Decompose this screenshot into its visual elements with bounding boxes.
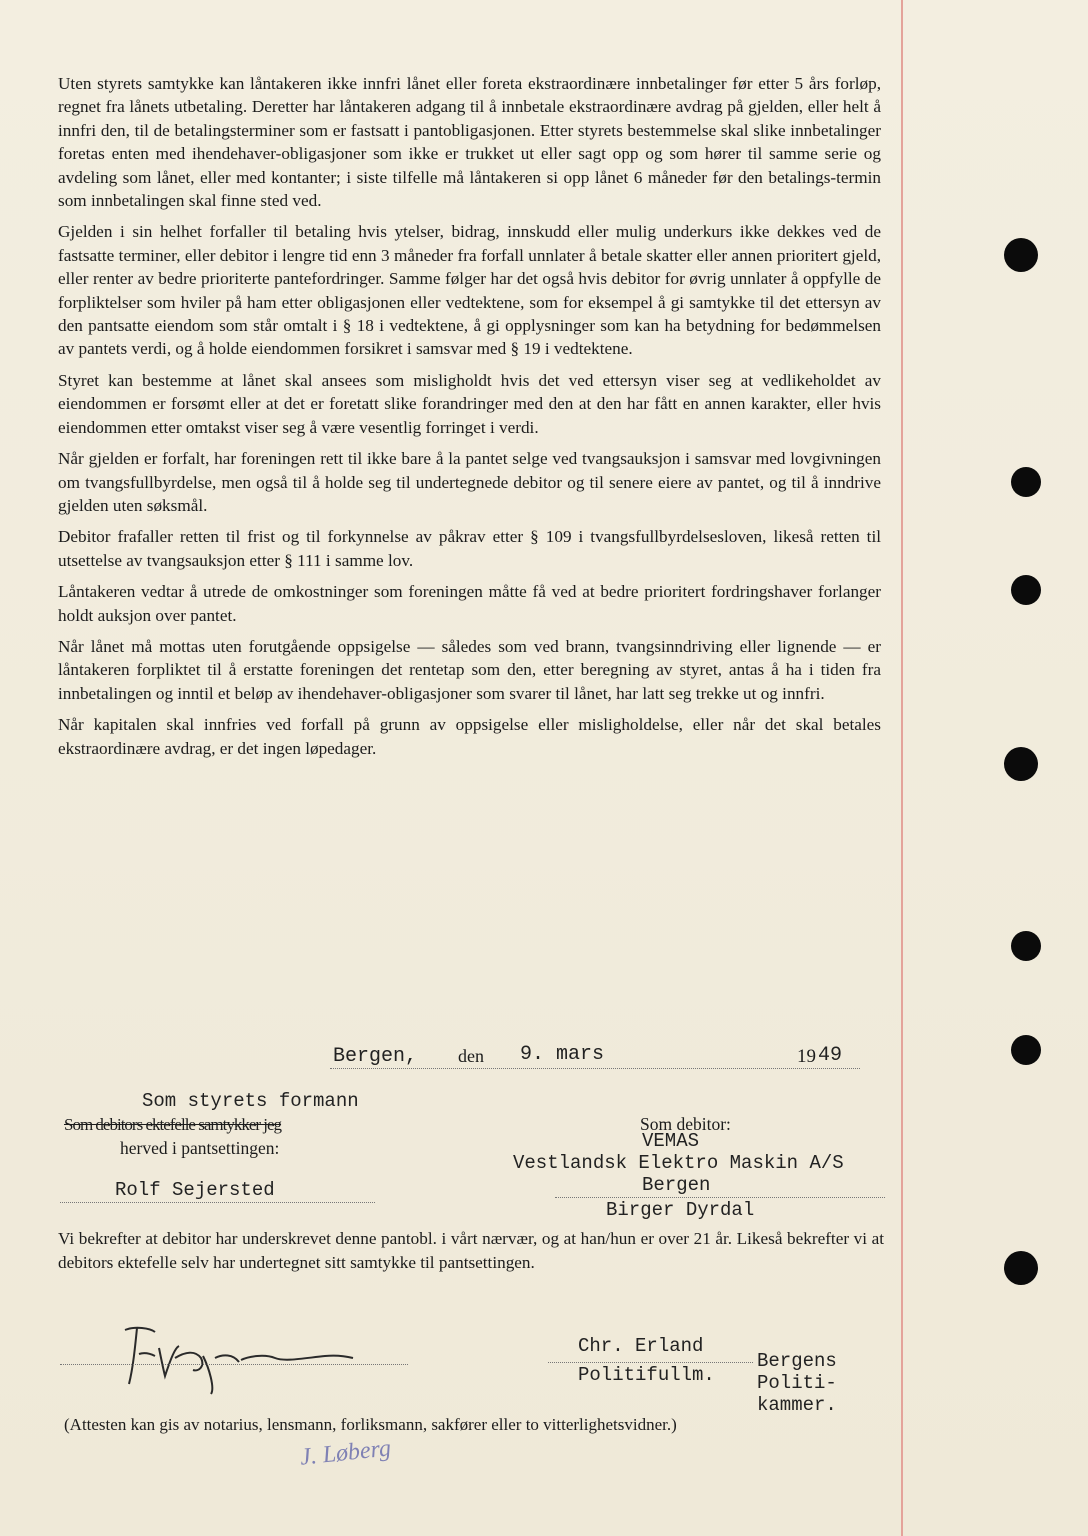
witness-line-left — [60, 1364, 408, 1365]
company-short: VEMAS — [642, 1130, 700, 1152]
paragraph: Når lånet må mottas uten forutgående oppsigelse — således som ved brann, tvangsinndriving eller lignende — er låntakeren forpliktet til å erstatte foreningen det rentetap som den, etter beregning av styret, antas å ha i tiden fra innbetalingen og inntil et beløp av ihendehaver-obligasjoner som svarer til lånet, har latt seg trekke ut og innfri. — [58, 636, 881, 703]
debtor-name: Birger Dyrdal — [606, 1199, 755, 1221]
office-line-1: Bergens — [757, 1350, 837, 1372]
paragraph: Styret kan bestemme at lånet skal ansees som misligholdt hvis det ved ettersyn viser seg at vedlikeholdet av eiendommen er forsømt eller at det er foretatt slike forandringer med den at den har fått en annen karakter, eller hvis eiendommen etter omtakst viser seg å være vesentlig forringet i verdi. — [58, 370, 881, 437]
paragraph: Debitor frafaller retten til frist og til forkynnelse av påkrav etter § 109 i tvangsfullbyrdelsesloven, likeså retten til utsettelse av tvangsauksjon etter § 111 i samme lov. — [58, 527, 881, 570]
company-city: Bergen — [642, 1174, 711, 1196]
binder-hole — [1011, 1035, 1041, 1065]
right-signature-line — [555, 1197, 885, 1198]
chairman-name: Rolf Sejersted — [115, 1179, 275, 1201]
den-label: den — [458, 1046, 484, 1066]
paragraph: Låntakeren vedtar å utrede de omkostninger som foreningen måtte få ved at bedre prioritert fordringshaver forlanger holdt auksjon over pantet. — [58, 582, 881, 625]
binder-hole — [1004, 1251, 1038, 1285]
paragraph: Gjelden i sin helhet forfaller til betaling hvis ytelser, bidrag, innskudd eller mulig underkurs ikke dekkes ved de fastsatte terminer, eller debitor i lengre tid enn 3 måneder fra forfall unnlater å betale skatter eller annen prioritert gjeld, eller renter av bedre prioriterte pantefordringer. Samme følger har det også hvis debitor for øvrig unnlater å oppfylle de forpliktelser som hviler på ham etter obligasjonen eller vedtektene, som for eksempel å gi samtykke til det ettersyn av den pantsatte eiendom som står omtalt i § 18 i vedtektene, å gi opplysninger som kan ha betydning for bedømmelsen av pantets verdi, og å holde eiendommen forsikret i samsvar med § 19 i vedtektene. — [58, 222, 881, 359]
witness-signature — [115, 1318, 375, 1398]
witness-line-right — [548, 1362, 753, 1363]
pledge-label: herved i pantsettingen: — [120, 1138, 280, 1158]
place: Bergen, — [333, 1045, 418, 1068]
binder-hole — [1011, 467, 1041, 497]
office-line-3: kammer. — [757, 1394, 837, 1416]
footnote: (Attesten kan gis av notarius, lensmann, forliksmann, sakfører eller to vitterlighetsvidner.) — [64, 1415, 677, 1434]
year-prefix: 19 — [797, 1046, 816, 1067]
office-line-2: Politi- — [757, 1372, 837, 1394]
paragraph: Når gjelden er forfalt, har foreningen rett til ikke bare å la pantet selge ved tvangsauksjon i samsvar med lovgivningen om tvangsfullbyrdelse, men også til å holde seg til undertegnede debitor og til senere eiere av pantet, og til å inndrive gjelden uten søksmål. — [58, 449, 881, 515]
binder-hole — [1011, 931, 1041, 961]
date: 9. mars — [520, 1043, 605, 1066]
witness-name: Chr. Erland — [578, 1335, 704, 1357]
debtor-label: Som debitor: — [640, 1114, 731, 1134]
witness-title: Politifullm. — [578, 1364, 715, 1386]
date-dotted-line — [330, 1068, 860, 1069]
stamp-signature: J. Løberg — [298, 1435, 393, 1471]
binder-hole — [1011, 575, 1041, 605]
chairman-label: Som styrets formann — [142, 1090, 359, 1112]
spouse-consent-struck: Som debitors ektefelle samtykker jeg — [64, 1115, 282, 1134]
company-name: Vestlandsk Elektro Maskin A/S — [513, 1152, 844, 1174]
terms-text — [58, 72, 881, 768]
binder-hole — [1004, 747, 1038, 781]
attestation-text: Vi bekrefter at debitor har underskrevet denne pantobl. i vårt nærvær, og at han/hun er over 21 år. Likeså bekrefter vi at debitors ektefelle selv har undertegnet sitt samtykke til pantsettingen. — [58, 1229, 884, 1272]
paragraph: Når kapitalen skal innfries ved forfall på grunn av oppsigelse eller misligholdelse, eller når det skal betales ekstraordinære avdrag, er det ingen løpedager. — [58, 715, 881, 758]
paragraph: Uten styrets samtykke kan låntakeren ikke innfri lånet eller foreta ekstraordinære innbetalinger før etter 5 års forløp, regnet fra lånets utbetaling. Deretter har låntakeren adgang til å innbetale ekstraordinære avdrag på gjelden, eller helt å innfri den, til de betalingsterminer som er fastsatt i pantobligasjonen. Etter styrets bestemmelse skal slike innbetalinger foretas enten med ihendehaver-obligasjoner som ikke er trukket ut eller sagt opp og som hører til samme serie og avdeling som lånet, eller med kontanter; i siste tilfelle må låntakeren si opp lånet 6 måneder før den betalings-termin som innbetalingen skal finne sted ved. — [58, 74, 881, 211]
left-signature-line — [60, 1202, 375, 1203]
year-suffix: 49 — [818, 1044, 843, 1067]
margin-rule — [901, 0, 903, 1536]
binder-hole — [1004, 238, 1038, 272]
